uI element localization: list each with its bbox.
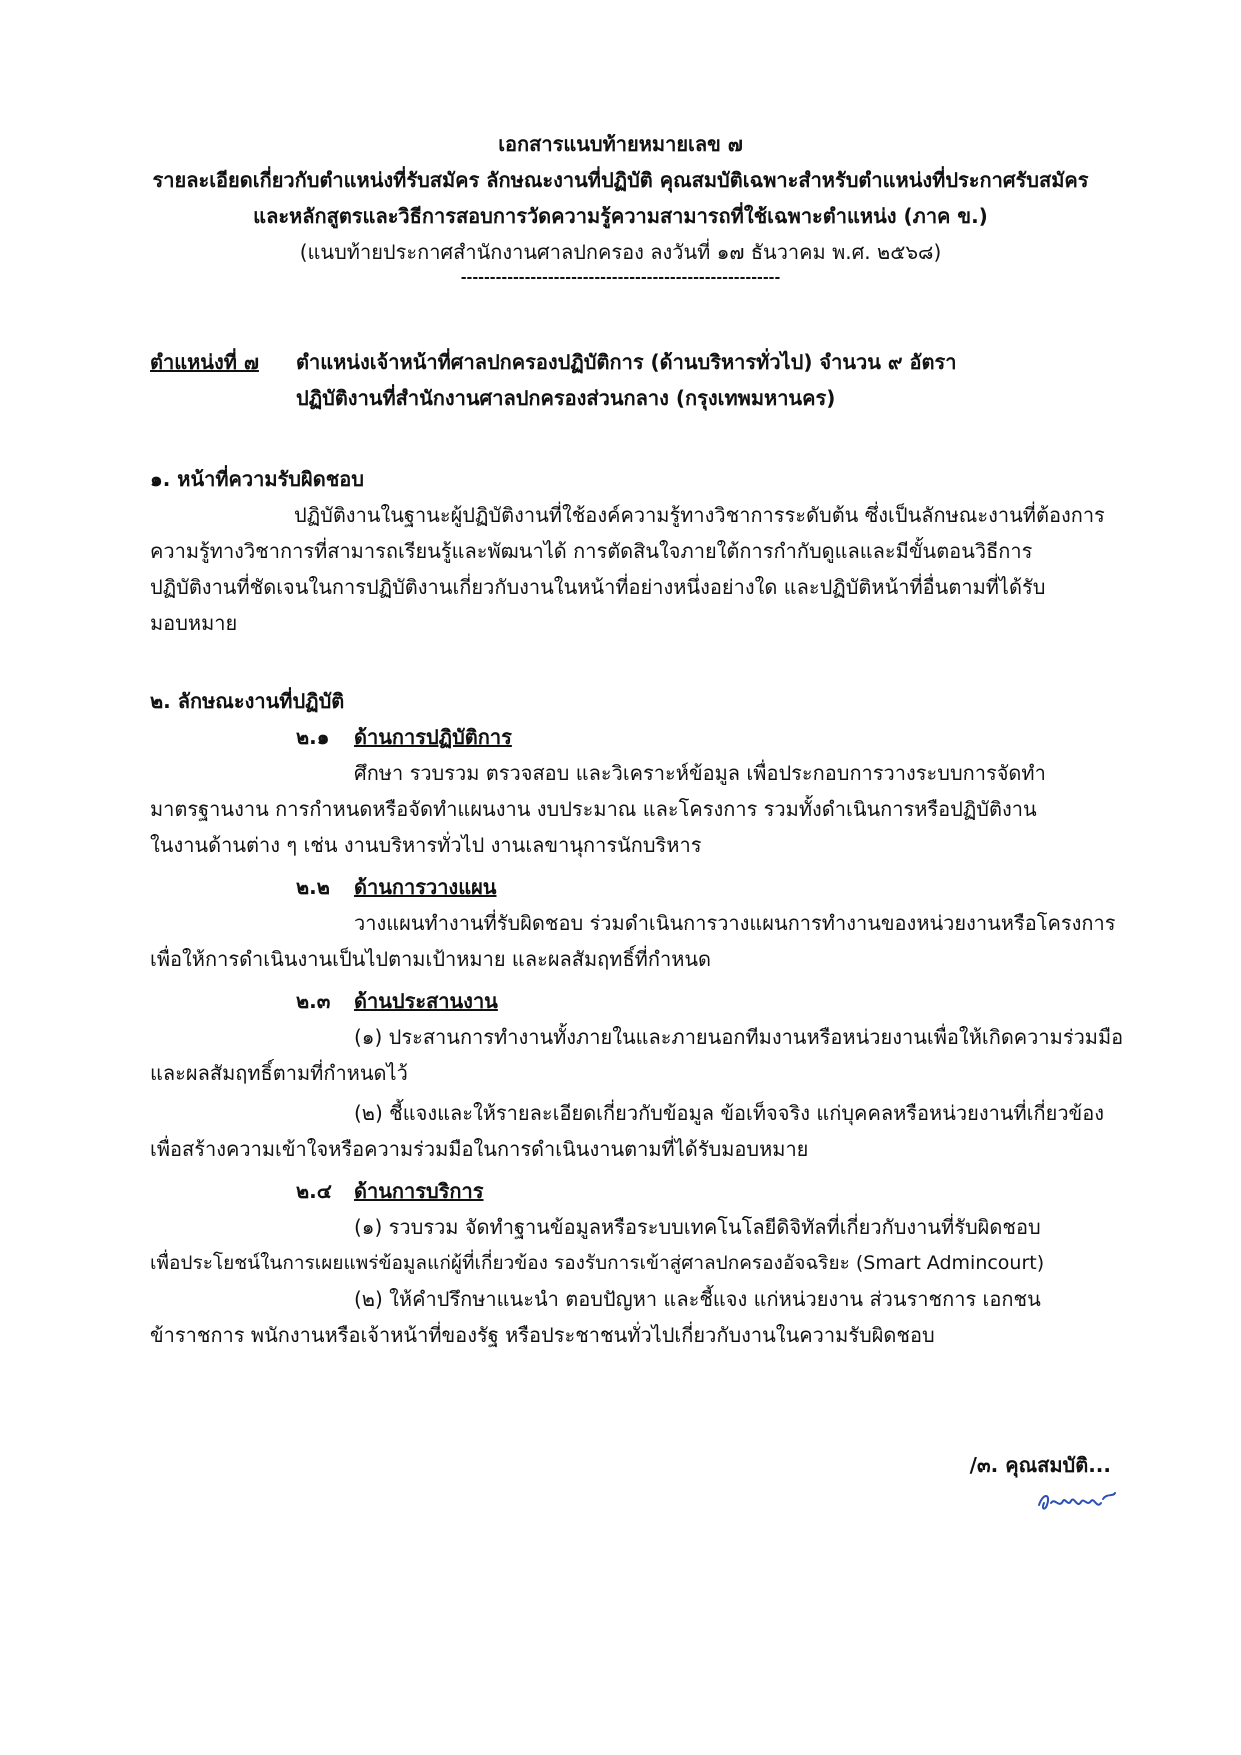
subsection-line: มาตรฐานงาน การกำหนดหรือจัดทำแผนงาน งบประมาณ และโครงการ รวมทั้งดำเนินการหรือปฏิบัติงาน bbox=[150, 797, 1037, 821]
subsection-title: ด้านการวางแผน bbox=[354, 875, 497, 899]
subsection-number: ๒.๓ bbox=[296, 989, 331, 1013]
subsection-number: ๒.๑ bbox=[296, 725, 330, 749]
subsection-title: ด้านการปฏิบัติการ bbox=[354, 725, 512, 749]
section1-line: ความรู้ทางวิชาการที่สามารถเรียนรู้และพัฒนาได้ การตัดสินใจภายใต้การกำกับดูแลและมีขั้นตอนวิธีการ bbox=[150, 539, 1033, 563]
subsection-line: ข้าราชการ พนักงานหรือเจ้าหน้าที่ของรัฐ หรือประชาชนทั่วไปเกี่ยวกับงานในความรับผิดชอบ bbox=[150, 1323, 935, 1347]
position-location: ปฏิบัติงานที่สำนักงานศาลปกครองส่วนกลาง (กรุงเทพมหานคร) bbox=[296, 386, 836, 410]
subsection-line: วางแผนทำงานที่รับผิดชอบ ร่วมดำเนินการวางแผนการทำงานของหน่วยงานหรือโครงการ bbox=[354, 911, 1116, 935]
section1-line: ปฏิบัติงานในฐานะผู้ปฏิบัติงานที่ใช้องค์ความรู้ทางวิชาการระดับต้น ซึ่งเป็นลักษณะงานที่ต้องการ bbox=[294, 503, 1105, 527]
signature-icon bbox=[1035, 1487, 1120, 1515]
subsection-number: ๒.๔ bbox=[296, 1179, 332, 1203]
position-title: ตำแหน่งเจ้าหน้าที่ศาลปกครองปฏิบัติการ (ด้านบริหารทั่วไป) จำนวน ๙ อัตรา bbox=[296, 350, 957, 374]
subsection-title: ด้านการบริการ bbox=[354, 1179, 484, 1203]
section1-line: ปฏิบัติงานที่ชัดเจนในการปฏิบัติงานเกี่ยวกับงานในหน้าที่อย่างหนึ่งอย่างใด และปฏิบัติหน้าที่อื่นตามที่ได้รับ bbox=[150, 575, 1046, 599]
subsection-line: เพื่อประโยชน์ในการเผยแพร่ข้อมูลแก่ผู้ที่เกี่ยวข้อง รองรับการเข้าสู่ศาลปกครองอัจฉริยะ (Smart Admincourt) bbox=[150, 1252, 1045, 1274]
subsection-number: ๒.๒ bbox=[296, 875, 330, 899]
subsection-title: ด้านประสานงาน bbox=[354, 989, 498, 1013]
subsection-line: (๒) ชี้แจงและให้รายละเอียดเกี่ยวกับข้อมูล ข้อเท็จจริง แก่บุคคลหรือหน่วยงานที่เกี่ยวข้อง bbox=[354, 1101, 1105, 1125]
subsection-line: ศึกษา รวบรวม ตรวจสอบ และวิเคราะห์ข้อมูล เพื่อประกอบการวางระบบการจัดทำ bbox=[354, 761, 1046, 785]
subsection-line: (๑) รวบรวม จัดทำฐานข้อมูลหรือระบบเทคโนโลยีดิจิทัลที่เกี่ยวกับงานที่รับผิดชอบ bbox=[354, 1215, 1041, 1239]
doc-header-subtitle: รายละเอียดเกี่ยวกับตำแหน่งที่รับสมัคร ลักษณะงานที่ปฏิบัติ คุณสมบัติเฉพาะสำหรับตำแหน่งที่ประกาศรับสมัคร bbox=[152, 168, 1089, 192]
doc-header-title: เอกสารแนบท้ายหมายเลข ๗ bbox=[498, 132, 743, 156]
section1-line: มอบหมาย bbox=[150, 611, 238, 635]
subsection-line: และผลสัมฤทธิ์ตามที่กำหนดไว้ bbox=[150, 1061, 408, 1085]
header-separator: ------------------------------------------------------- bbox=[460, 270, 781, 286]
subsection-line: ในงานด้านต่าง ๆ เช่น งานบริหารทั่วไป งานเลขานุการนักบริหาร bbox=[150, 833, 702, 857]
subsection-line: เพื่อสร้างความเข้าใจหรือความร่วมมือในการดำเนินงานตามที่ได้รับมอบหมาย bbox=[150, 1137, 809, 1161]
subsection-line: (๑) ประสานการทำงานทั้งภายในและภายนอกทีมงานหรือหน่วยงานเพื่อให้เกิดความร่วมมือ bbox=[354, 1025, 1124, 1049]
section1-title: ๑. หน้าที่ความรับผิดชอบ bbox=[150, 467, 364, 491]
page-continuation: /๓. คุณสมบัติ... bbox=[969, 1453, 1111, 1477]
doc-header-reference: (แนบท้ายประกาศสำนักงานศาลปกครอง ลงวันที่ ๑๗ ธันวาคม พ.ศ. ๒๕๖๘) bbox=[299, 240, 942, 264]
subsection-line: เพื่อให้การดำเนินงานเป็นไปตามเป้าหมาย และผลสัมฤทธิ์ที่กำหนด bbox=[150, 947, 712, 971]
doc-header-subtitle-2: และหลักสูตรและวิธีการสอบการวัดความรู้ความสามารถที่ใช้เฉพาะตำแหน่ง (ภาค ข.) bbox=[253, 204, 988, 228]
position-label: ตำแหน่งที่ ๗ bbox=[150, 350, 259, 374]
section2-title: ๒. ลักษณะงานที่ปฏิบัติ bbox=[150, 689, 345, 713]
subsection-line: (๒) ให้คำปรึกษาแนะนำ ตอบปัญหา และชี้แจง แก่หน่วยงาน ส่วนราชการ เอกชน bbox=[354, 1287, 1041, 1311]
